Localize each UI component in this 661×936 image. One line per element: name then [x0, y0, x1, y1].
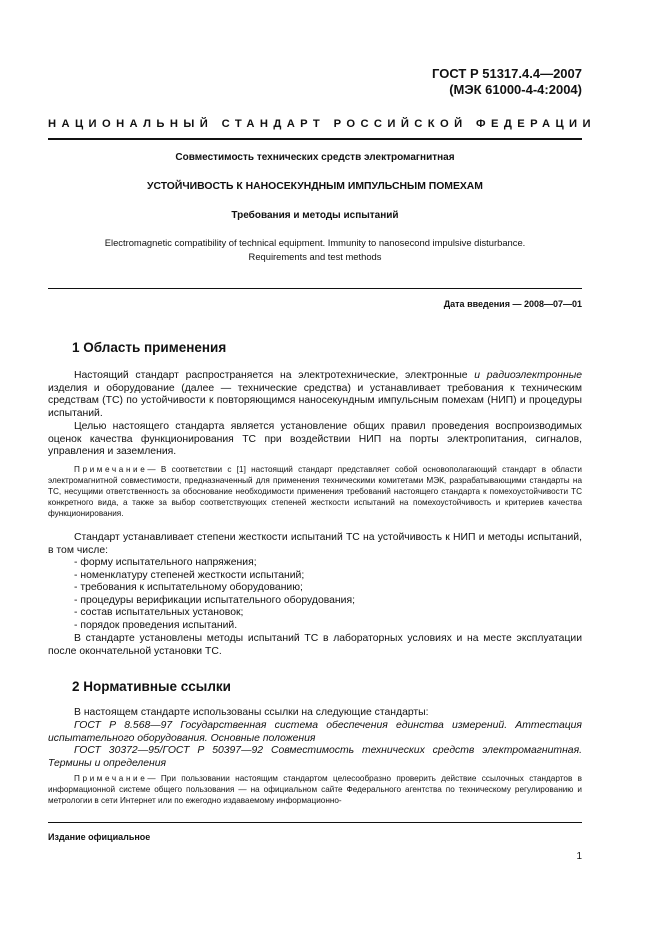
list-item: - порядок проведения испытаний. [74, 619, 238, 631]
section-1-list [48, 557, 582, 633]
s1p1-a: Настоящий стандарт распространяется на электротехнические, электронные [74, 370, 475, 381]
section-1-note [48, 465, 582, 520]
footer-rule [48, 822, 582, 823]
note-label-1: Примечание [74, 465, 148, 474]
list-item: - номенклатуру степеней жесткости испытаний; [74, 569, 305, 581]
english-title [48, 236, 582, 263]
english-title-line-2: Requirements and test methods [248, 250, 382, 262]
english-title-line-1: Electromagnetic compatibility of technical equipment. Immunity to nanosecond impulsive disturbance. [104, 237, 526, 248]
s1p1-c: изделия и оборудование (далее — технические средства) и устанавливает требования к техническим средствам (ТС) по устойчивости к повторяющимся наносекундным импульсным помехам (НИП) и процедуры испытаний. [48, 382, 582, 419]
s1p1-b: и радиоэлектронные [474, 370, 583, 381]
edition-label: Издание официальное [48, 832, 151, 842]
section-2-note [48, 774, 582, 807]
section-1-paragraph-1 [48, 370, 582, 420]
iec-number: (МЭК 61000-4-4:2004) [449, 82, 582, 97]
top-rule [48, 138, 582, 140]
list-item: - состав испытательных установок; [74, 607, 244, 619]
middle-rule [48, 288, 582, 289]
intro-date: Дата введения — 2008—07—01 [443, 299, 582, 309]
list-item: - форму испытательного напряжения; [74, 557, 257, 568]
title-line-2: УСТОЙЧИВОСТЬ К НАНОСЕКУНДНЫМ ИМПУЛЬСНЫМ ПОМЕХАМ [147, 181, 483, 192]
title-line-1: Совместимость технических средств электромагнитная [175, 152, 455, 163]
note-text-1: — В соответствии с [1] настоящий стандарт представляет собой основополагающий стандарт в области электромагнитной совместимости, предназначенный для применения техническими комитетами МЭК, разрабатывающими стандарты на ТС, несущими ответственность за обоснование необходимости применения требований настоящего стандарта к помехоустойчивости ТС конкретного вида, а также за выбор соответствующих степеней жесткости испытаний на помехоустойчивость и критериев качества функционирования. [48, 465, 582, 518]
section-2-reference-2: ГОСТ 30372—95/ГОСТ Р 50397—92 Совместимость технических средств электромагнитная. Термины и определения [48, 745, 582, 769]
page-number: 1 [576, 851, 582, 862]
list-item: - требования к испытательному оборудованию; [74, 582, 303, 594]
title-line-3: Требования и методы испытаний [231, 210, 399, 221]
section-1-heading: 1 Область применения [72, 340, 227, 355]
list-item: - процедуры верификации испытательного оборудования; [74, 594, 355, 606]
section-1-paragraph-4: В стандарте установлены методы испытаний ТС в лабораторных условиях и на месте эксплуатации после окончательной установки ТС. [48, 633, 582, 657]
section-1-paragraph-2: Целью настоящего стандарта является установление общих правил проведения воспроизводимых оценок качества функционирования ТС при воздействии НИП на порты электропитания, сигналов, управления и заземления. [48, 421, 582, 458]
note-label-2: Примечание [74, 774, 148, 783]
section-2-heading: 2 Нормативные ссылки [72, 679, 231, 694]
national-standard-banner: НАЦИОНАЛЬНЫЙ СТАНДАРТ РОССИЙСКОЙ ФЕДЕРАЦИИ [48, 118, 596, 130]
section-2-reference-1: ГОСТ Р 8.568—97 Государственная система обеспечения единства измерений. Аттестация испытательного оборудования. Основные положения [48, 720, 582, 744]
note-text-2: — При пользовании настоящим стандартом целесообразно проверить действие ссылочных стандартов в информационной системе общего пользования — на официальном сайте Федерального агентства по техническому регулированию и метрологии в сети Интернет или по ежегодно издаваемому информационно- [48, 774, 582, 805]
gost-number: ГОСТ Р 51317.4.4—2007 [432, 66, 582, 81]
section-2-paragraph-1: В настоящем стандарте использованы ссылки на следующие стандарты: [74, 707, 429, 718]
section-1-paragraph-3: Стандарт устанавливает степени жесткости испытаний ТС на устойчивость к НИП и методы испытаний, в том числе: [48, 532, 582, 556]
gost-code-block [432, 66, 582, 98]
